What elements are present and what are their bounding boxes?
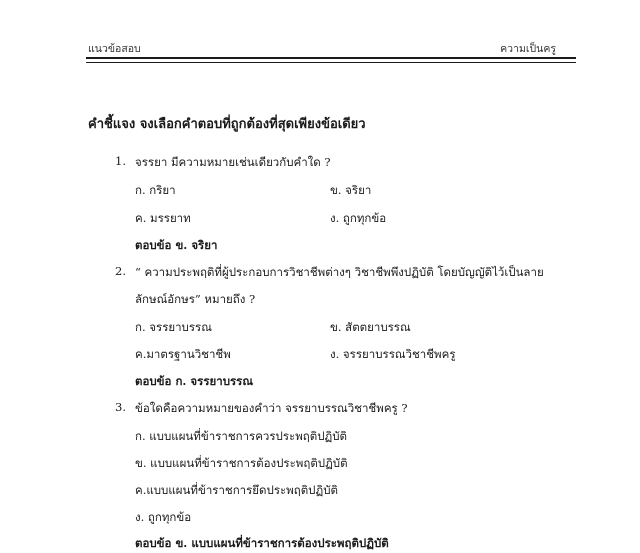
question-number: 3.	[115, 400, 126, 414]
answer-line: ตอบข้อ ข. แบบแผนที่ข้าราชการต้องประพฤติปฏิบัติ	[135, 536, 389, 550]
instruction-heading: คำชี้แจง จงเลือกคำตอบที่ถูกต้องที่สุดเพียงข้อเดียว	[88, 117, 366, 132]
header-rule-thin	[86, 62, 576, 63]
option: ข. แบบแผนที่ข้าราชการต้องประพฤติปฏิบัติ	[135, 456, 348, 470]
header-left: แนวข้อสอบ	[88, 43, 141, 55]
question-number: 2.	[115, 264, 126, 278]
option: ก. แบบแผนที่ข้าราชการควรประพฤติปฏิบัติ	[135, 429, 348, 443]
option: ข. จริยา	[330, 183, 372, 197]
option: ก. จรรยาบรรณ	[135, 320, 212, 334]
header-right: ความเป็นครู	[500, 43, 556, 55]
question-text: จรรยา มีความหมายเช่นเดียวกับคำใด ?	[135, 155, 331, 169]
option: ง. ถูกทุกข้อ	[330, 211, 387, 225]
answer-line: ตอบข้อ ก. จรรยาบรรณ	[135, 374, 254, 388]
option: ข. สัตตยาบรรณ	[330, 320, 411, 334]
answer-line: ตอบข้อ ข. จริยา	[135, 238, 218, 252]
option: ก. กริยา	[135, 183, 176, 197]
option: ค.มาตรฐานวิชาชีพ	[135, 347, 231, 361]
question-text-cont: ลักษณ์อักษร” หมายถึง ?	[135, 292, 256, 306]
option: ค. มรรยาท	[135, 211, 191, 225]
option: ค.แบบแผนที่ข้าราชการยึดประพฤติปฏิบัติ	[135, 483, 338, 497]
question-text: “ ความประพฤติที่ผู้ประกอบการวิชาชีพต่างๆ วิชาชีพพึงปฏิบัติ โดยบัญญัติไว้เป็นลาย	[135, 265, 544, 279]
question-number: 1.	[115, 154, 126, 168]
header-rule	[86, 57, 576, 59]
option: ง. ถูกทุกข้อ	[135, 510, 192, 524]
option: ง. จรรยาบรรณวิชาชีพครู	[330, 347, 456, 361]
question-text: ข้อใดคือความหมายของคำว่า จรรยาบรรณวิชาชีพครู ?	[135, 401, 408, 415]
